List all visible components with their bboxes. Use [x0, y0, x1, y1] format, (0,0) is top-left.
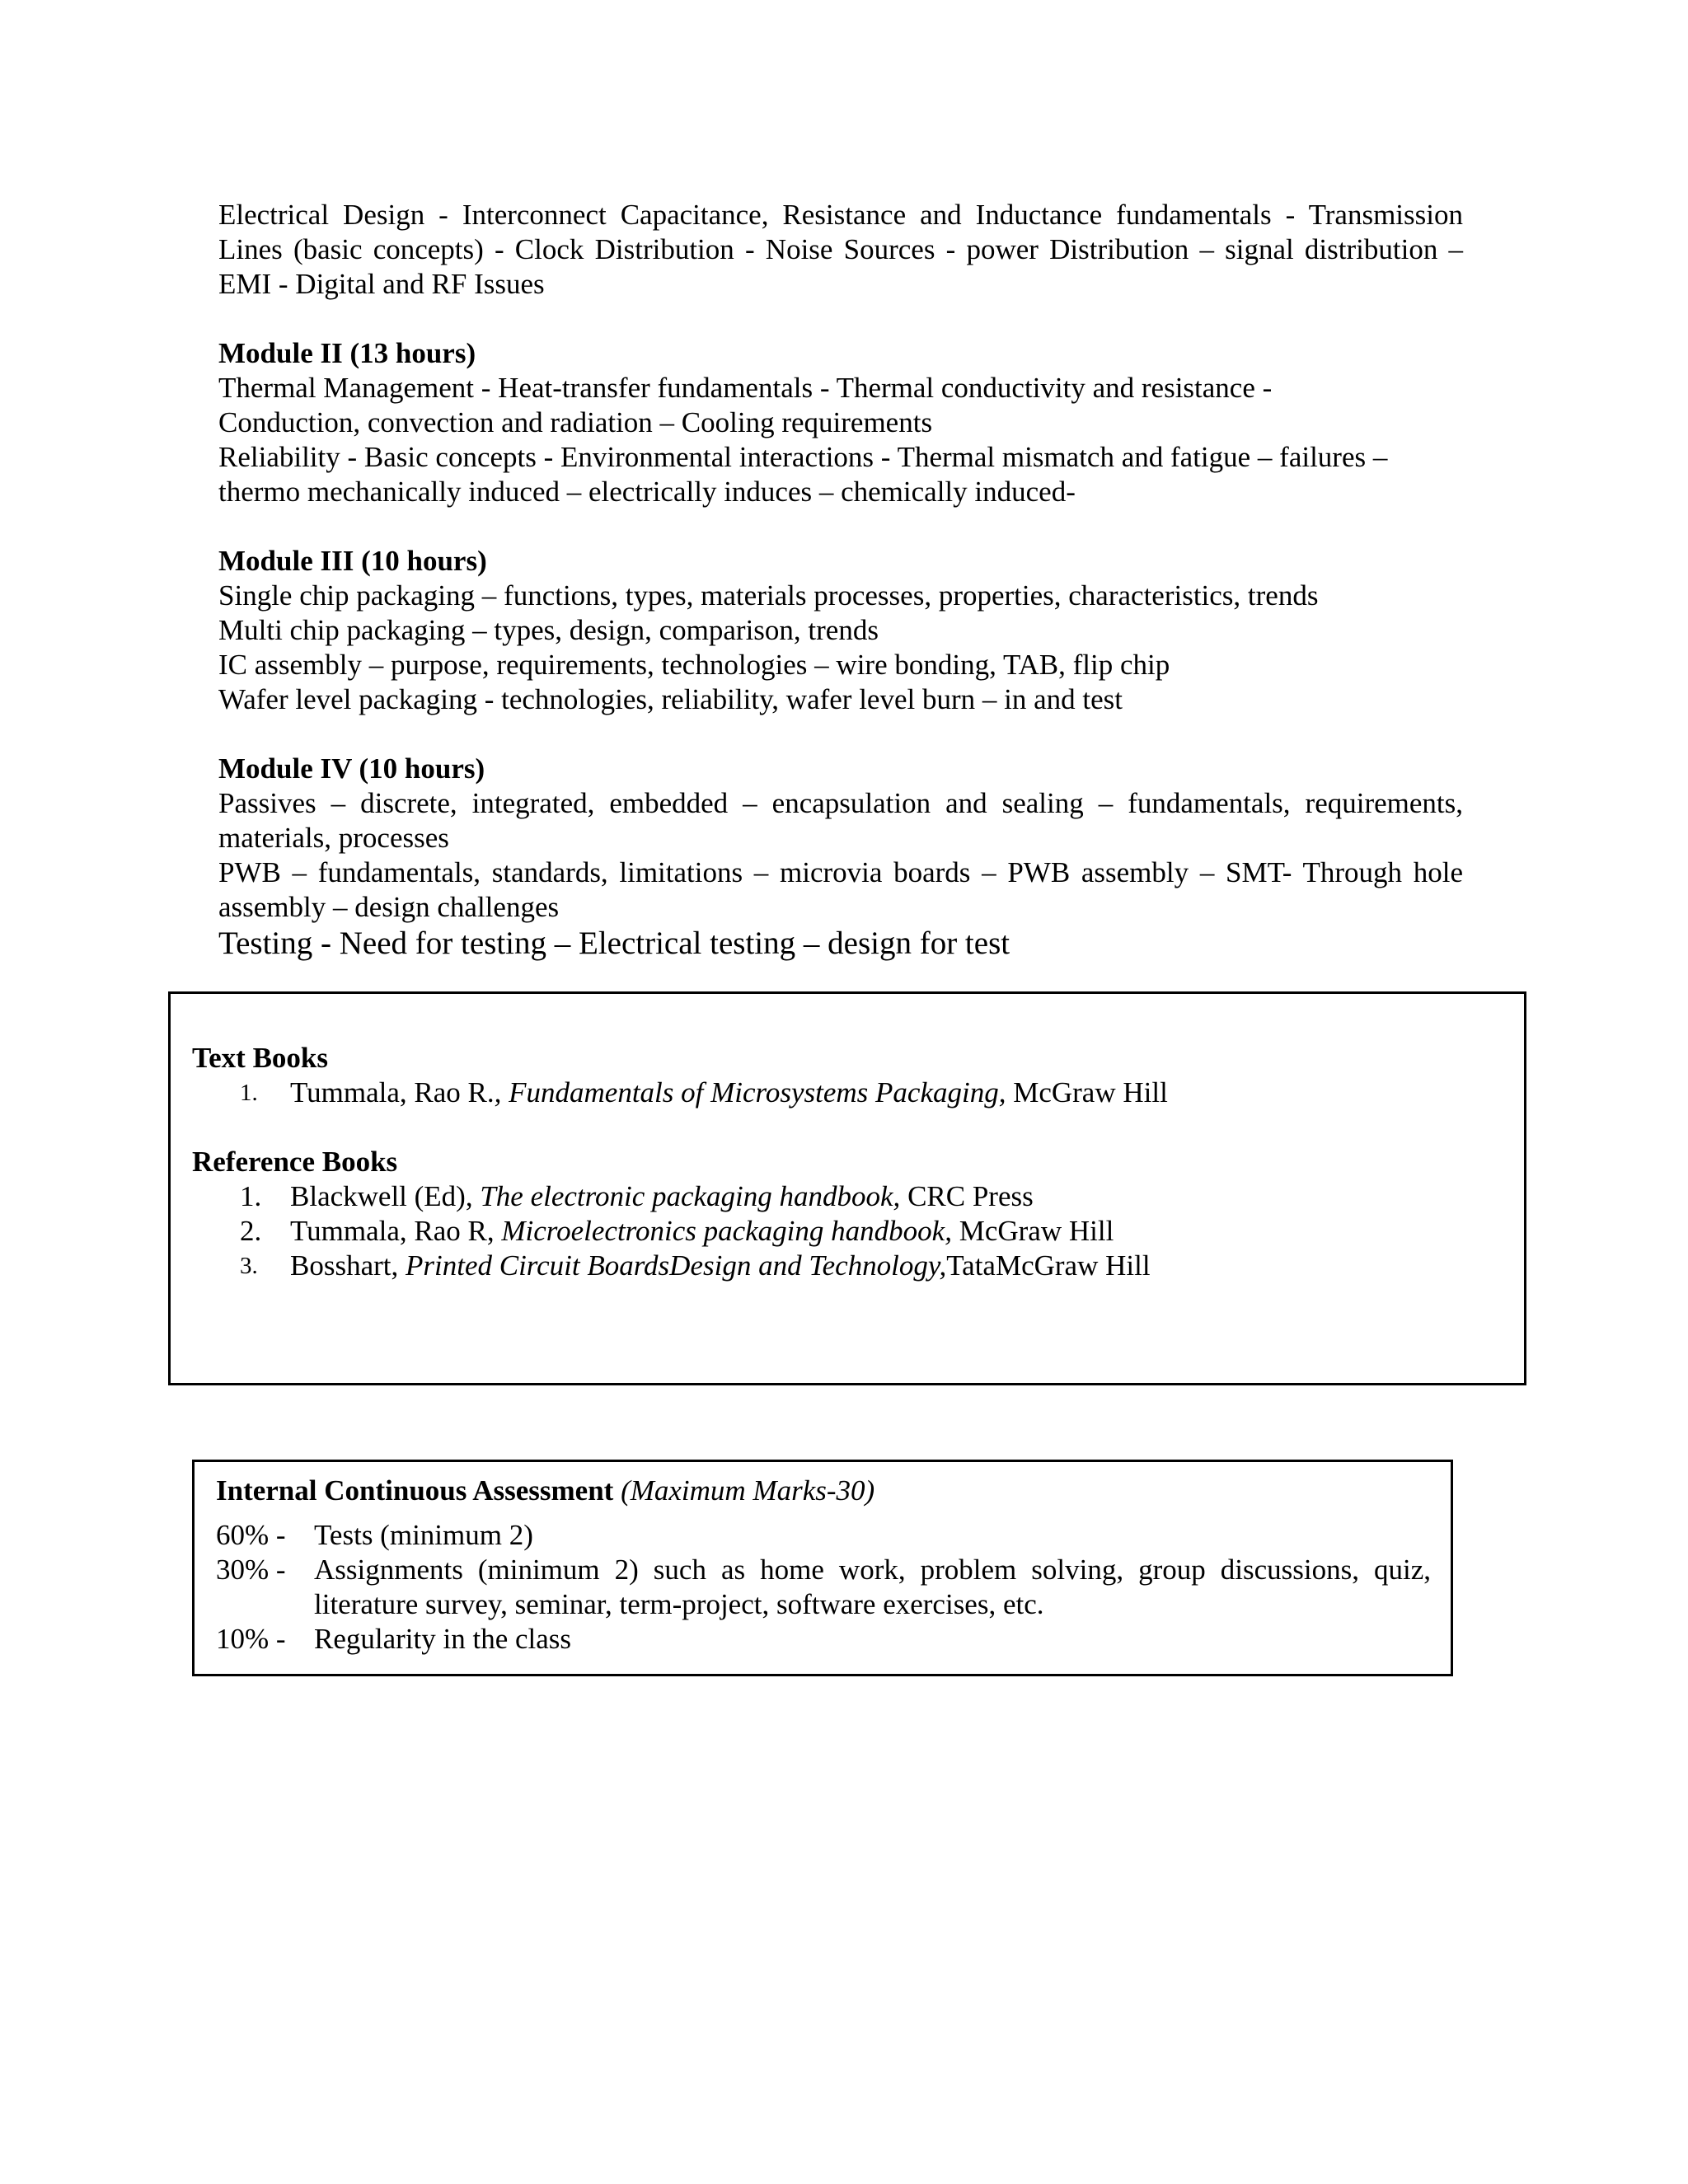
assessment-text: Assignments (minimum 2) such as home work, problem solving, group discussions, quiz, literature survey, seminar, term-project, software exercises, etc.: [314, 1554, 1431, 1620]
book-publisher: McGraw Hill: [1006, 1076, 1168, 1108]
module4-testing-text: Testing - Need for testing – Electrical testing – design for test: [218, 926, 1010, 961]
book-author: Blackwell (Ed),: [290, 1180, 481, 1212]
books-content: [192, 1041, 1503, 1283]
module3-heading: Module III (10 hours): [218, 545, 487, 577]
book-author: Bosshart,: [290, 1249, 406, 1282]
list-number: 2.: [240, 1215, 262, 1247]
assessment-row: [216, 1553, 1431, 1622]
module2-line: Thermal Management - Heat-transfer fundamentals - Thermal conductivity and resistance -: [218, 372, 1273, 404]
spacer: [218, 302, 1463, 336]
syllabus-content: [218, 198, 1463, 963]
list-number: 1.: [240, 1180, 262, 1212]
module3-line: Multi chip packaging – types, design, comparison, trends: [218, 614, 879, 646]
module4-pwb-text: PWB – fundamentals, standards, limitations – microvia boards – PWB assembly – SMT- Through hole assembly – design challenges: [218, 856, 1463, 923]
reference-book-item: [192, 1214, 1503, 1249]
assessment-content: [216, 1474, 1431, 1657]
module3-line: IC assembly – purpose, requirements, technologies – wire bonding, TAB, flip chip: [218, 649, 1170, 681]
book-title: Printed Circuit BoardsDesign and Technology,: [406, 1249, 947, 1282]
module1-continuation-text: Electrical Design - Interconnect Capacitance, Resistance and Inductance fundamentals - Transmission Lines (basic concepts) - Clock Distribution - Noise Sources - power Distribution – signal distribution – EMI - Digital and RF Issues: [218, 199, 1463, 300]
spacer: [218, 717, 1463, 752]
assessment-title: [216, 1474, 1431, 1508]
assessment-row: [216, 1622, 1431, 1657]
module3-line: Single chip packaging – functions, types, materials processes, properties, characteristics, trends: [218, 579, 1319, 612]
reference-book-item: [192, 1179, 1503, 1214]
book-title: The electronic packaging handbook,: [480, 1180, 901, 1212]
list-number: 1.: [240, 1080, 258, 1106]
book-title: Microelectronics packaging handbook,: [501, 1215, 952, 1247]
textbooks-heading: Text Books: [192, 1042, 329, 1074]
reference-book-item: [192, 1249, 1503, 1283]
module4-heading: Module IV (10 hours): [218, 752, 485, 785]
spacer: [218, 509, 1463, 544]
spacer: [192, 1110, 1503, 1145]
assessment-percent: 10% -: [216, 1623, 286, 1655]
reference-books-list: [192, 1179, 1503, 1283]
reference-books-heading: Reference Books: [192, 1146, 398, 1178]
assessment-text: Regularity in the class: [314, 1623, 572, 1655]
module2-line: Reliability - Basic concepts - Environmental interactions - Thermal mismatch and fatigue – failures –: [218, 441, 1388, 473]
assessment-max-marks: (Maximum Marks-30): [613, 1474, 875, 1507]
module4-passives-text: Passives – discrete, integrated, embedded – encapsulation and sealing – fundamentals, requirements, materials, processes: [218, 787, 1463, 854]
assessment-box: [192, 1460, 1453, 1676]
module2-line: thermo mechanically induced – electrically induces – chemically induced-: [218, 476, 1076, 508]
module3-line: Wafer level packaging - technologies, reliability, wafer level burn – in and test: [218, 683, 1123, 715]
assessment-text: Tests (minimum 2): [314, 1519, 533, 1551]
book-title: , Fundamentals of Microsystems Packaging,: [494, 1076, 1006, 1108]
book-publisher: McGraw Hill: [951, 1215, 1114, 1247]
assessment-title-bold: Internal Continuous Assessment: [216, 1474, 614, 1507]
book-author: Tummala, Rao R.: [290, 1076, 495, 1108]
assessment-percent: 30% -: [216, 1554, 286, 1586]
list-number: 3.: [240, 1253, 258, 1279]
book-author: Tummala, Rao R,: [290, 1215, 502, 1247]
assessment-percent: 60% -: [216, 1519, 286, 1551]
book-publisher: CRC Press: [900, 1180, 1034, 1212]
book-publisher: TataMcGraw Hill: [946, 1249, 1151, 1282]
books-box: [168, 991, 1526, 1385]
textbooks-list: [192, 1076, 1503, 1110]
textbook-item: [192, 1076, 1503, 1110]
module2-line: Conduction, convection and radiation – Cooling requirements: [218, 406, 933, 438]
module2-heading: Module II (13 hours): [218, 337, 476, 369]
assessment-row: [216, 1518, 1431, 1553]
